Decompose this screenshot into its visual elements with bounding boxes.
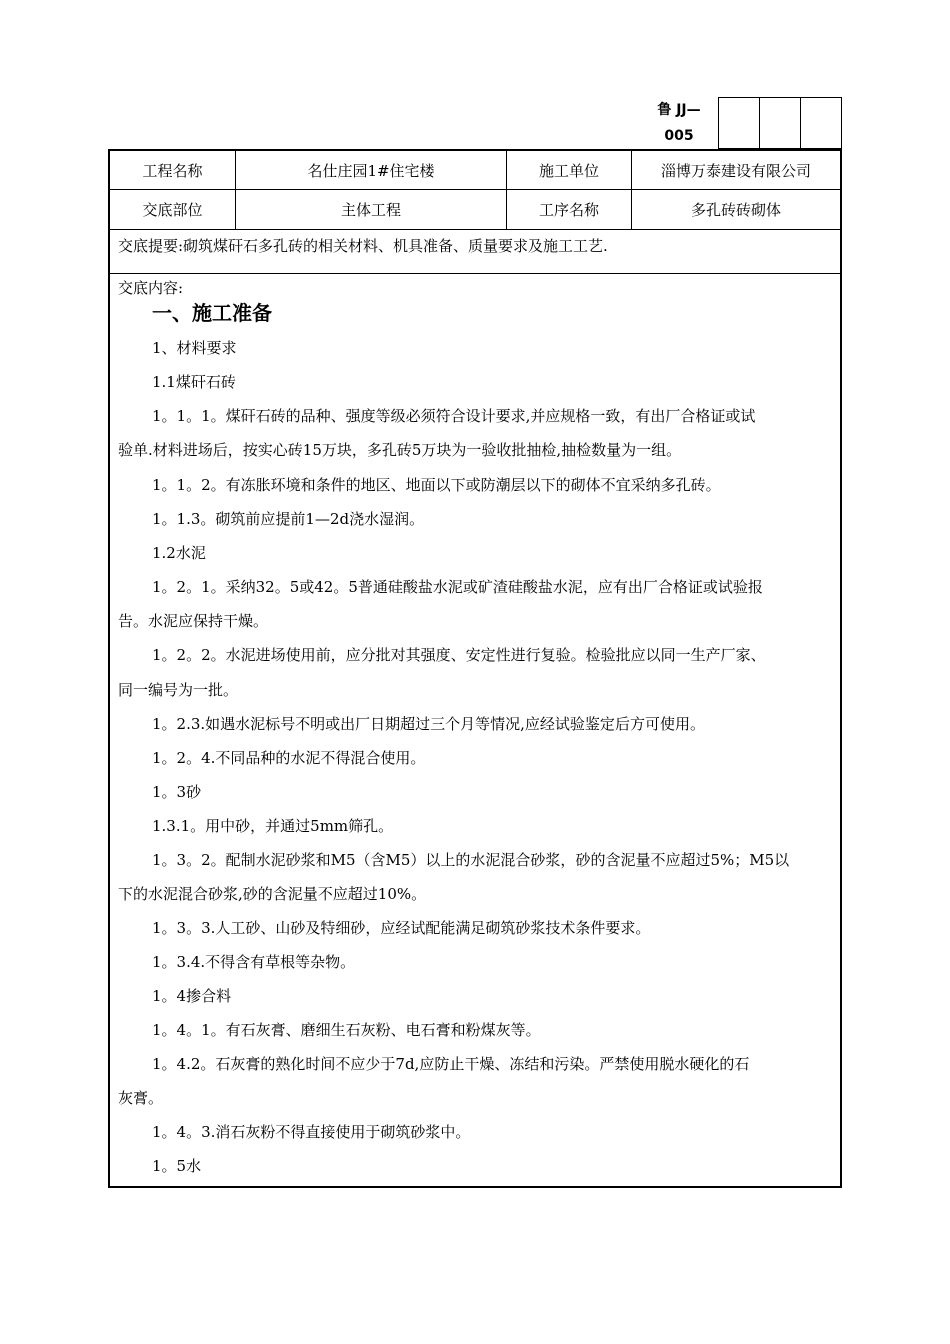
- form-code-box: [640, 97, 842, 149]
- paragraph-line: 1。1.3。砌筑前应提前1—2d浇水湿润。: [152, 510, 425, 528]
- form-code-cells: [718, 97, 842, 149]
- paragraph-line: 告。水泥应保持干燥。: [118, 612, 269, 630]
- paragraph-line: 1。4。1。有石灰膏、磨细生石灰粉、电石膏和粉煤灰等。: [152, 1021, 541, 1039]
- paragraph-line: 1、材料要求: [152, 339, 237, 357]
- paragraph-line: 验单.材料进场后，按实心砖15万块，多孔砖5万块为一验收批抽检,抽检数量为一组。: [118, 441, 682, 459]
- paragraph-line: 1。2。2。水泥进场使用前，应分批对其强度、安定性进行复验。检验批应以同一生产厂家、: [152, 646, 766, 664]
- paragraph-line: 同一编号为一批。: [118, 681, 239, 699]
- form-code-line2: 005: [664, 128, 694, 144]
- part-label: 交底部位: [142, 201, 203, 219]
- paragraph-line: 1。3砂: [152, 783, 202, 801]
- contractor-value: 淄博万泰建设有限公司: [631, 151, 840, 189]
- paragraph-line: 1。3.4.不得含有草根等杂物。: [152, 953, 356, 971]
- project-name-label: 工程名称: [142, 161, 203, 180]
- paragraph-line: 灰膏。: [118, 1089, 164, 1107]
- process-label: 工序名称: [506, 190, 631, 229]
- paragraph-line: 1。5水: [152, 1157, 202, 1175]
- paragraph-line: 1.1煤矸石砖: [152, 373, 236, 391]
- header-row-project: [110, 151, 840, 190]
- paragraph-line: 1。1。1。煤矸石砖的品种、强度等级必须符合设计要求,并应规格一致，有出厂合格证或试: [152, 407, 756, 425]
- header-row-part: [110, 190, 840, 230]
- part-value: 主体工程: [235, 190, 506, 229]
- paragraph-line: 1。1。2。有冻胀环境和条件的地区、地面以下或防潮层以下的砌体不宜采纳多孔砖。: [152, 476, 721, 494]
- section-heading: 一、施工准备: [152, 301, 272, 325]
- paragraph-line: 1。3。2。配制水泥砂浆和M5（含M5）以上的水泥混合砂浆，砂的含泥量不应超过5%；M5以: [152, 851, 790, 869]
- paragraph-line: 下的水泥混合砂浆,砂的含泥量不应超过10%。: [118, 885, 427, 903]
- summary-row: [110, 230, 840, 274]
- paragraph-line: 1.2水泥: [152, 544, 206, 562]
- content-label: 交底内容:: [118, 279, 184, 297]
- contractor-label: 施工单位: [506, 151, 631, 189]
- code-cell: [719, 98, 759, 148]
- summary-text: 交底提要:砌筑煤矸石多孔砖的相关材料、机具准备、质量要求及施工工艺.: [118, 237, 608, 255]
- paragraph-line: 1。2。1。采纳32。5或42。5普通硅酸盐水泥或矿渣硅酸盐水泥，应有出厂合格证或试验报: [152, 578, 763, 596]
- paragraph-line: 1。4.2。石灰膏的熟化时间不应少于7d,应防止干燥、冻结和污染。严禁使用脱水硬化的石: [152, 1055, 750, 1073]
- paragraph-line: 1。4掺合料: [152, 987, 232, 1005]
- paragraph-line: 1。2。4.不同品种的水泥不得混合使用。: [152, 749, 426, 767]
- project-name-value: 名仕庄园1#住宅楼: [235, 151, 506, 189]
- process-value: 多孔砖砖砌体: [631, 190, 840, 229]
- code-cell: [800, 98, 841, 148]
- paragraph-line: 1。4。3.消石灰粉不得直接使用于砌筑砂浆中。: [152, 1123, 471, 1141]
- disclosure-sheet: [108, 149, 842, 1188]
- paragraph-line: 1。2.3.如遇水泥标号不明或出厂日期超过三个月等情况,应经试验鉴定后方可使用。: [152, 715, 705, 733]
- code-cell: [759, 98, 800, 148]
- form-code-line1: 鲁 JJ—: [657, 102, 701, 118]
- paragraph-line: 1.3.1。用中砂，并通过5mm筛孔。: [152, 817, 394, 835]
- paragraph-line: 1。3。3.人工砂、山砂及特细砂，应经试配能满足砌筑砂浆技术条件要求。: [152, 919, 651, 937]
- form-code-label: [640, 97, 718, 149]
